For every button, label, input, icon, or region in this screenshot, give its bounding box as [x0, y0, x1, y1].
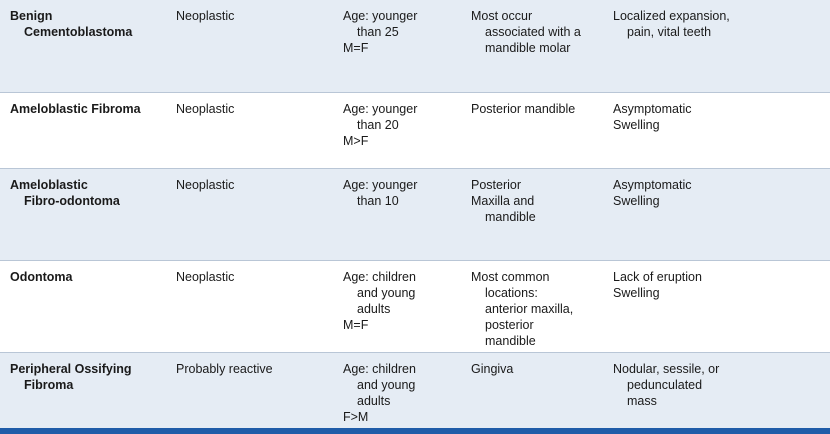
features-cell	[603, 353, 830, 428]
features-text: Asymptomatic	[613, 102, 692, 116]
sex-ratio: M=F	[343, 41, 369, 55]
location-cell	[461, 0, 603, 92]
table-row	[0, 353, 830, 428]
location-text: Posterior mandible	[471, 102, 576, 116]
age-cell	[333, 169, 461, 260]
features-cell	[603, 0, 830, 92]
age-cell	[333, 353, 461, 428]
sex-ratio: M>F	[343, 134, 369, 148]
table-row	[0, 261, 830, 353]
lesion-name: Fibro-odontoma	[24, 194, 120, 208]
location-text: mandible	[485, 210, 536, 224]
age-cell	[333, 0, 461, 92]
lesion-name: Odontoma	[10, 270, 73, 284]
nature-cell	[166, 169, 333, 260]
age-text: Age: younger	[343, 178, 418, 192]
features-text: Asymptomatic	[613, 178, 692, 192]
location-text: mandible	[485, 334, 536, 348]
features-cell	[603, 93, 830, 168]
lesion-name-cell	[0, 261, 166, 352]
lesion-name-cell	[0, 93, 166, 168]
location-text: Posterior	[471, 178, 522, 192]
nature-text: Neoplastic	[176, 270, 235, 284]
location-cell	[461, 261, 603, 352]
features-text: Lack of eruption	[613, 270, 702, 284]
age-cell	[333, 261, 461, 352]
features-text: pain, vital teeth	[627, 25, 712, 39]
age-text: than 10	[357, 194, 399, 208]
features-text: Swelling	[613, 286, 660, 300]
nature-cell	[166, 353, 333, 428]
lesion-name: Fibroma	[24, 378, 74, 392]
features-text: Nodular, sessile, or	[613, 362, 720, 376]
nature-cell	[166, 261, 333, 352]
nature-text: Neoplastic	[176, 102, 235, 116]
location-text: locations:	[485, 286, 538, 300]
age-text: Age: younger	[343, 9, 418, 23]
age-text: and young	[357, 286, 416, 300]
age-text: than 20	[357, 118, 399, 132]
table-bottom-rule	[0, 428, 830, 434]
lesion-name: Ameloblastic Fibroma	[10, 102, 141, 116]
table-row	[0, 169, 830, 261]
features-text: Swelling	[613, 194, 660, 208]
lesion-name-cell	[0, 0, 166, 92]
location-cell	[461, 353, 603, 428]
location-text: Most common	[471, 270, 550, 284]
lesion-name: Benign	[10, 9, 53, 23]
lesion-name-cell	[0, 169, 166, 260]
nature-text: Probably reactive	[176, 362, 273, 376]
location-text: Most occur	[471, 9, 533, 23]
age-text: Age: younger	[343, 102, 418, 116]
lesion-name-cell	[0, 353, 166, 428]
location-text: Gingiva	[471, 362, 514, 376]
location-text: mandible molar	[485, 41, 571, 55]
age-text: and young	[357, 378, 416, 392]
nature-text: Neoplastic	[176, 9, 235, 23]
location-text: posterior	[485, 318, 534, 332]
location-text: associated with a	[485, 25, 581, 39]
nature-cell	[166, 93, 333, 168]
features-text: mass	[627, 394, 657, 408]
age-text: Age: children	[343, 270, 416, 284]
age-text: Age: children	[343, 362, 416, 376]
age-text: than 25	[357, 25, 399, 39]
table-row	[0, 93, 830, 169]
features-text: Localized expansion,	[613, 9, 730, 23]
location-cell	[461, 93, 603, 168]
age-text: adults	[357, 302, 391, 316]
sex-ratio: F>M	[343, 410, 369, 424]
features-cell	[603, 169, 830, 260]
nature-text: Neoplastic	[176, 178, 235, 192]
lesion-name: Peripheral Ossifying	[10, 362, 132, 376]
age-text: adults	[357, 394, 391, 408]
lesion-name: Cementoblastoma	[24, 25, 133, 39]
features-cell	[603, 261, 830, 352]
features-text: pedunculated	[627, 378, 703, 392]
sex-ratio: M=F	[343, 318, 369, 332]
location-cell	[461, 169, 603, 260]
table-row	[0, 0, 830, 93]
features-text: Swelling	[613, 118, 660, 132]
age-cell	[333, 93, 461, 168]
location-text: anterior maxilla,	[485, 302, 574, 316]
lesion-name: Ameloblastic	[10, 178, 88, 192]
location-text: Maxilla and	[471, 194, 535, 208]
nature-cell	[166, 0, 333, 92]
